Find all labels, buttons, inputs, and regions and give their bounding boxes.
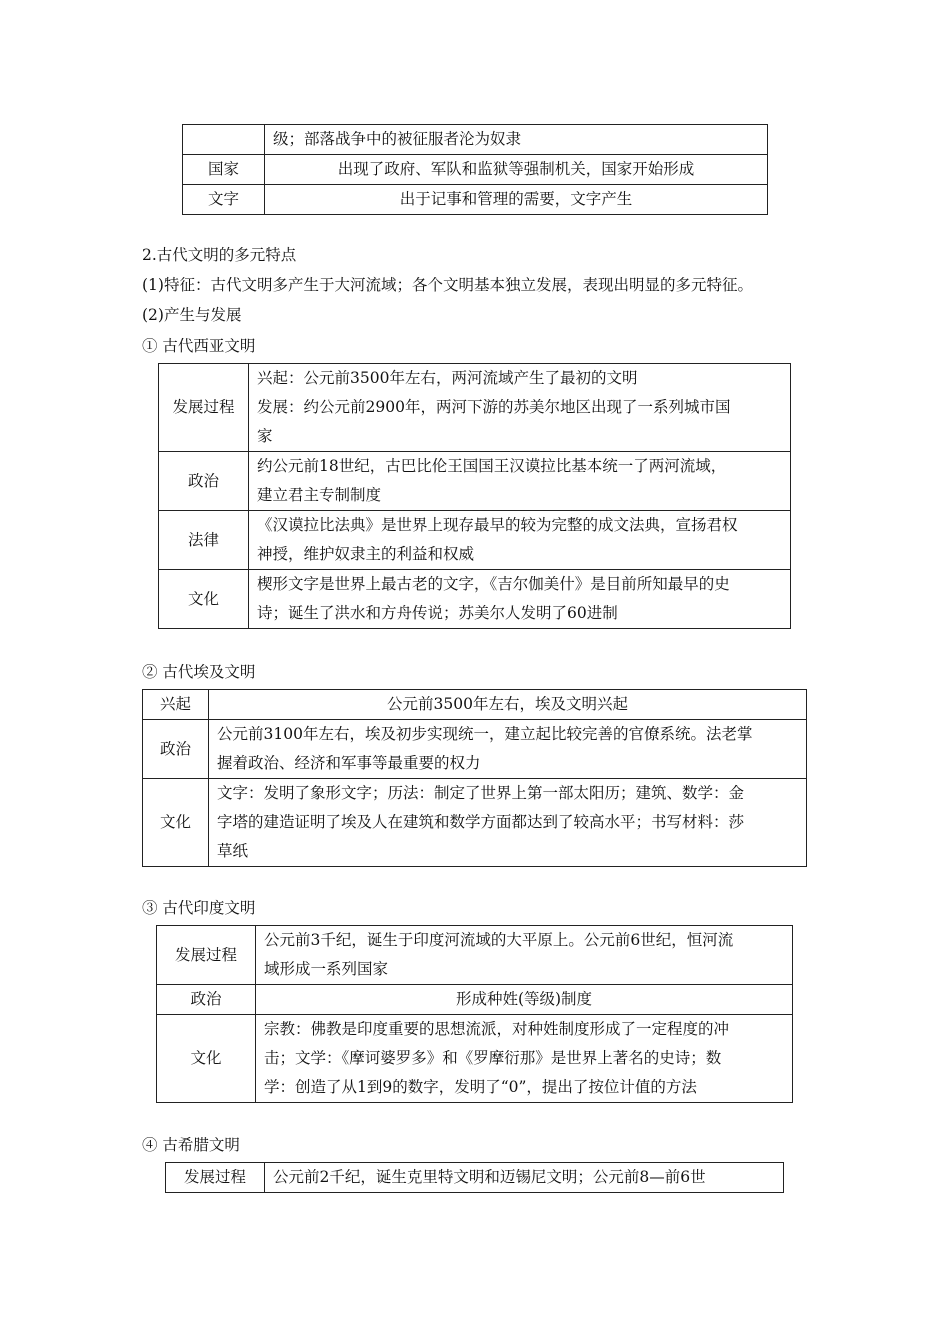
row-content (256, 1015, 793, 1103)
row-head: 政治 (157, 985, 256, 1015)
content-line: 兴起：公元前3500年左右，两河流域产生了最初的文明 (257, 369, 638, 387)
row-head: 文化 (143, 779, 209, 867)
table-row (166, 1163, 784, 1193)
row-content (256, 985, 793, 1015)
table-greece (165, 1162, 784, 1193)
row-content (265, 1163, 784, 1193)
table-row (159, 452, 791, 511)
row-head: 文化 (157, 1015, 256, 1103)
row-content (256, 926, 793, 985)
row-content: 出现了政府、军队和监狱等强制机关，国家开始形成 (265, 155, 768, 185)
table-row (183, 125, 768, 155)
content-line: 《汉谟拉比法典》是世界上现存最早的较为完整的成文法典，宣扬君权 (257, 516, 738, 534)
content-line: 公元前3500年左右，埃及文明兴起 (387, 695, 628, 713)
content-line: 约公元前18世纪，古巴比伦王国国王汉谟拉比基本统一了两河流域， (257, 457, 727, 475)
feature-paragraph: (1)特征：古代文明多产生于大河流域；各个文明基本独立发展，表现出明显的多元特征。 (142, 276, 753, 294)
row-head: 发展过程 (166, 1163, 265, 1193)
content-line: 楔形文字是世界上最古老的文字，《吉尔伽美什》是目前所知最早的史 (257, 575, 730, 593)
origin-heading: (2)产生与发展 (142, 306, 242, 324)
content-line: 建立君主专制制度 (257, 486, 382, 504)
table-row (143, 779, 807, 867)
row-head: 兴起 (143, 690, 209, 720)
west-asia-heading: ① 古代西亚文明 (142, 337, 256, 355)
row-content (249, 364, 791, 452)
greece-heading: ④ 古希腊文明 (142, 1136, 240, 1154)
table-row (183, 185, 768, 215)
row-content (209, 690, 807, 720)
row-head: 政治 (159, 452, 249, 511)
section-title: 2.古代文明的多元特点 (142, 246, 297, 264)
table-row (159, 570, 791, 629)
row-head: 发展过程 (159, 364, 249, 452)
content-line: 形成种姓(等级)制度 (455, 990, 593, 1008)
content-line: 公元前3千纪，诞生于印度河流域的大平原上。公元前6世纪，恒河流 (264, 931, 734, 949)
content-line: 击；文学：《摩诃婆罗多》和《罗摩衍那》是世界上著名的史诗；数 (264, 1049, 722, 1067)
row-head (183, 125, 265, 155)
table-row (157, 1015, 793, 1103)
row-content: 级；部落战争中的被征服者沦为奴隶 (265, 125, 768, 155)
row-content (249, 570, 791, 629)
content-line: 学：创造了从1到9的数字，发明了“0”，提出了按位计值的方法 (264, 1078, 697, 1096)
table-row (183, 155, 768, 185)
row-head: 文字 (183, 185, 265, 215)
table-row (157, 985, 793, 1015)
row-head: 国家 (183, 155, 265, 185)
content-line: 诗；诞生了洪水和方舟传说；苏美尔人发明了60进制 (257, 604, 618, 622)
table-society-structure (182, 124, 768, 215)
content-line: 字塔的建造证明了埃及人在建筑和数学方面都达到了较高水平；书写材料：莎 (217, 813, 745, 831)
table-row (157, 926, 793, 985)
row-content (249, 452, 791, 511)
row-head: 法律 (159, 511, 249, 570)
egypt-heading: ② 古代埃及文明 (142, 663, 256, 681)
content-line: 发展：约公元前2900年，两河下游的苏美尔地区出现了一系列城市国 (257, 398, 731, 416)
table-west-asia (158, 363, 791, 629)
row-content: 出于记事和管理的需要，文字产生 (265, 185, 768, 215)
row-content (209, 779, 807, 867)
content-line: 文字：发明了象形文字；历法：制定了世界上第一部太阳历；建筑、数学：金 (217, 784, 745, 802)
table-row (159, 511, 791, 570)
content-line: 草纸 (217, 842, 249, 860)
content-line: 宗教：佛教是印度重要的思想流派，对种姓制度形成了一定程度的冲 (264, 1020, 730, 1038)
india-heading: ③ 古代印度文明 (142, 899, 256, 917)
row-head: 政治 (143, 720, 209, 779)
table-row (143, 690, 807, 720)
table-india (156, 925, 793, 1103)
row-content (209, 720, 807, 779)
content-line: 域形成一系列国家 (264, 960, 389, 978)
table-row (143, 720, 807, 779)
content-line: 神授，维护奴隶主的利益和权威 (257, 545, 475, 563)
content-line: 公元前2千纪，诞生克里特文明和迈锡尼文明；公元前8—前6世 (273, 1168, 706, 1186)
table-row (159, 364, 791, 452)
row-head: 发展过程 (157, 926, 256, 985)
content-line: 家 (257, 427, 273, 445)
content-line: 公元前3100年左右，埃及初步实现统一，建立起比较完善的官僚系统。法老掌 (217, 725, 753, 743)
content-line: 握着政治、经济和军事等最重要的权力 (217, 754, 481, 772)
row-content (249, 511, 791, 570)
row-head: 文化 (159, 570, 249, 629)
table-egypt (142, 689, 807, 867)
